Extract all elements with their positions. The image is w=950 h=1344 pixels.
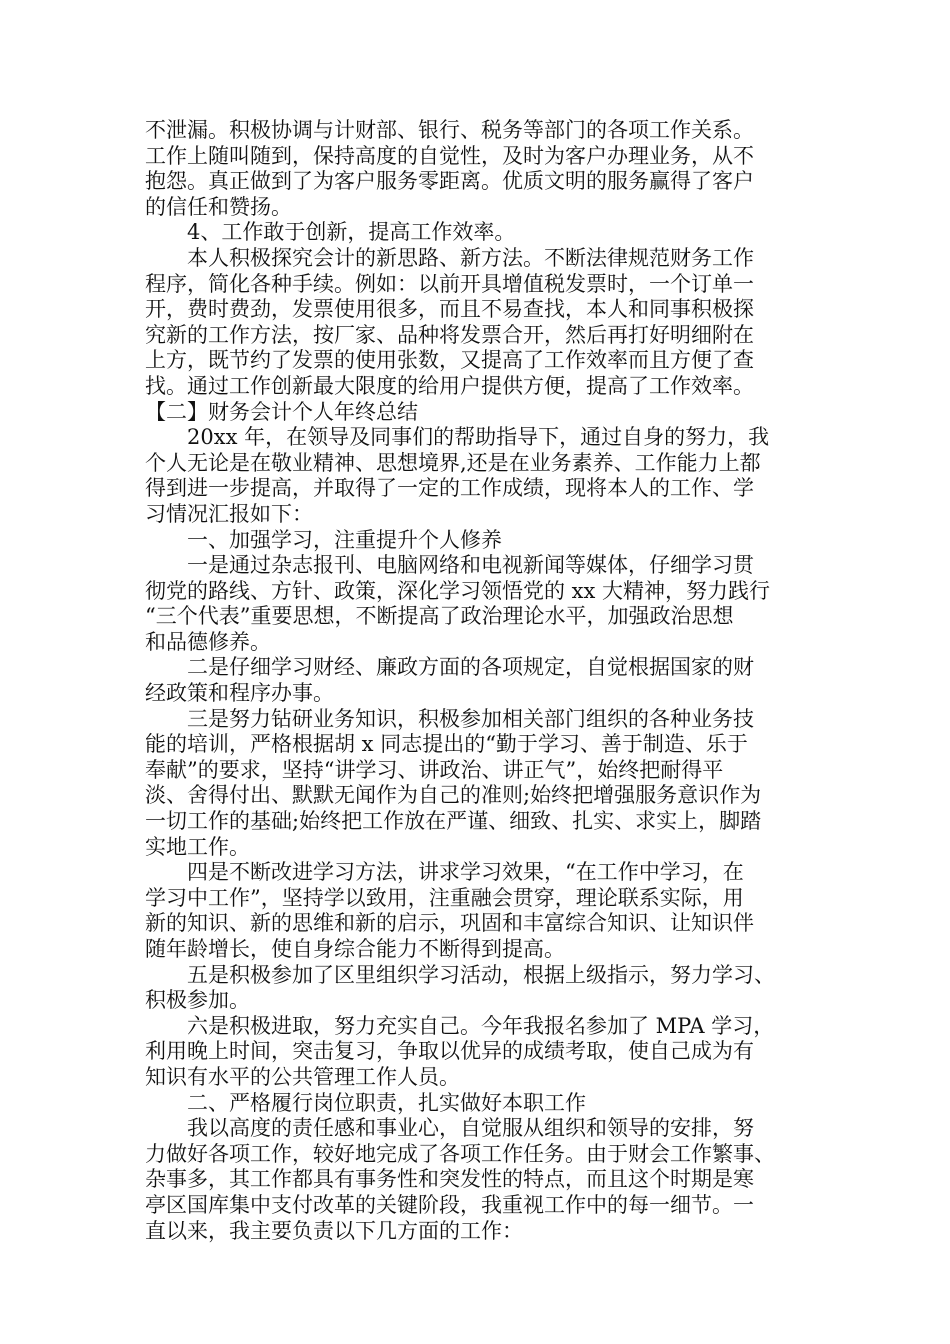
- text-line: “三个代表”重要思想，不断提高了政治理论水平，加强政治思想: [145, 604, 734, 629]
- text-line: 本人积极探究会计的新思路、新方法。不断法律规范财务工作: [145, 245, 754, 270]
- text-line: 的信任和赞扬。: [145, 194, 292, 219]
- section-subheading: 二、严格履行岗位职责，扎实做好本职工作: [145, 1090, 586, 1115]
- section-subheading: 4、工作敢于创新，提高工作效率。: [145, 220, 516, 245]
- text-line: 一是通过杂志报刊、电脑网络和电视新闻等媒体，仔细学习贯: [145, 553, 754, 578]
- section-subheading: 一、加强学习，注重提升个人修养: [145, 527, 502, 552]
- text-line: 抱怨。真正做到了为客户服务零距离。优质文明的服务赢得了客户: [145, 169, 754, 194]
- text-line: 和品德修养。: [145, 629, 271, 654]
- text-line: 我以高度的责任感和事业心，自觉服从组织和领导的安排，努: [145, 1116, 754, 1141]
- text-line: 20xx 年，在领导及同事们的帮助指导下，通过自身的努力，我: [145, 425, 770, 450]
- text-line: 亭区国库集中支付改革的关键阶段，我重视工作中的每一细节。一: [145, 1192, 754, 1217]
- text-line: 利用晚上时间，突击复习，争取以优异的成绩考取，使自己成为有: [145, 1039, 754, 1064]
- text-line: 个人无论是在敬业精神、思想境界,还是在业务素养、工作能力上都: [145, 450, 761, 475]
- text-line: 五是积极参加了区里组织学习活动，根据上级指示，努力学习、: [145, 962, 775, 987]
- text-line: 积极参加。: [145, 988, 250, 1013]
- text-line: 能的培训，严格根据胡 x 同志提出的“勤于学习、善于制造、乐于: [145, 732, 748, 757]
- text-line: 习情况汇报如下：: [145, 501, 313, 526]
- text-line: 彻党的路线、方针、政策，深化学习领悟党的 xx 大精神，努力践行: [145, 578, 771, 603]
- text-line: 三是努力钻研业务知识，积极参加相关部门组织的各种业务技: [145, 706, 754, 731]
- section-heading: 【二】财务会计个人年终总结: [145, 399, 418, 424]
- text-line: 一切工作的基础;始终把工作放在严谨、细致、扎实、求实上，脚踏: [145, 809, 762, 834]
- text-line: 实地工作。: [145, 834, 250, 859]
- text-line: 工作上随叫随到，保持高度的自觉性，及时为客户办理业务，从不: [145, 143, 754, 168]
- text-line: 究新的工作方法，按厂家、品种将发票合开，然后再打好明细附在: [145, 322, 754, 347]
- text-line: 力做好各项工作，较好地完成了各项工作任务。由于财会工作繁事、: [145, 1141, 775, 1166]
- text-line: 随年龄增长，使自身综合能力不断得到提高。: [145, 937, 565, 961]
- text-line: 杂事多，其工作都具有事务性和突发性的特点，而且这个时期是寒: [145, 1167, 754, 1192]
- text-line: 经政策和程序办事。: [145, 681, 334, 706]
- text-line: 二是仔细学习财经、廉政方面的各项规定，自觉根据国家的财: [145, 655, 754, 680]
- text-line: 六是积极进取，努力充实自己。今年我报名参加了 MPA 学习，: [145, 1013, 775, 1038]
- text-line: 开，费时费劲，发票使用很多，而且不易查找，本人和同事积极探: [145, 297, 754, 322]
- text-line: 上方，既节约了发票的使用张数，又提高了工作效率而且方便了查: [145, 348, 754, 373]
- text-line: 得到进一步提高，并取得了一定的工作成绩，现将本人的工作、学: [145, 476, 754, 501]
- text-line: 学习中工作”，坚持学以致用，注重融会贯穿，理论联系实际，用: [145, 885, 744, 910]
- text-line: 知识有水平的公共管理工作人员。: [145, 1064, 460, 1089]
- document-body: [145, 118, 817, 1244]
- text-line: 四是不断改进学习方法，讲求学习效果，“在工作中学习，在: [145, 860, 744, 885]
- text-line: 奉献”的要求，坚持“讲学习、讲政治、讲正气”，始终把耐得平: [145, 757, 724, 782]
- text-line: 不泄漏。积极协调与计财部、银行、税务等部门的各项工作关系。: [145, 118, 754, 142]
- text-line: 新的知识、新的思维和新的启示，巩固和丰富综合知识、让知识伴: [145, 911, 754, 936]
- text-line: 淡、舍得付出、默默无闻作为自己的准则;始终把增强服务意识作为: [145, 783, 762, 808]
- text-line: 程序，简化各种手续。例如：以前开具增值税发票时，一个订单一: [145, 271, 754, 296]
- text-line: 找。通过工作创新最大限度的给用户提供方便，提高了工作效率。: [145, 373, 754, 398]
- text-line: 直以来，我主要负责以下几方面的工作：: [145, 1218, 523, 1243]
